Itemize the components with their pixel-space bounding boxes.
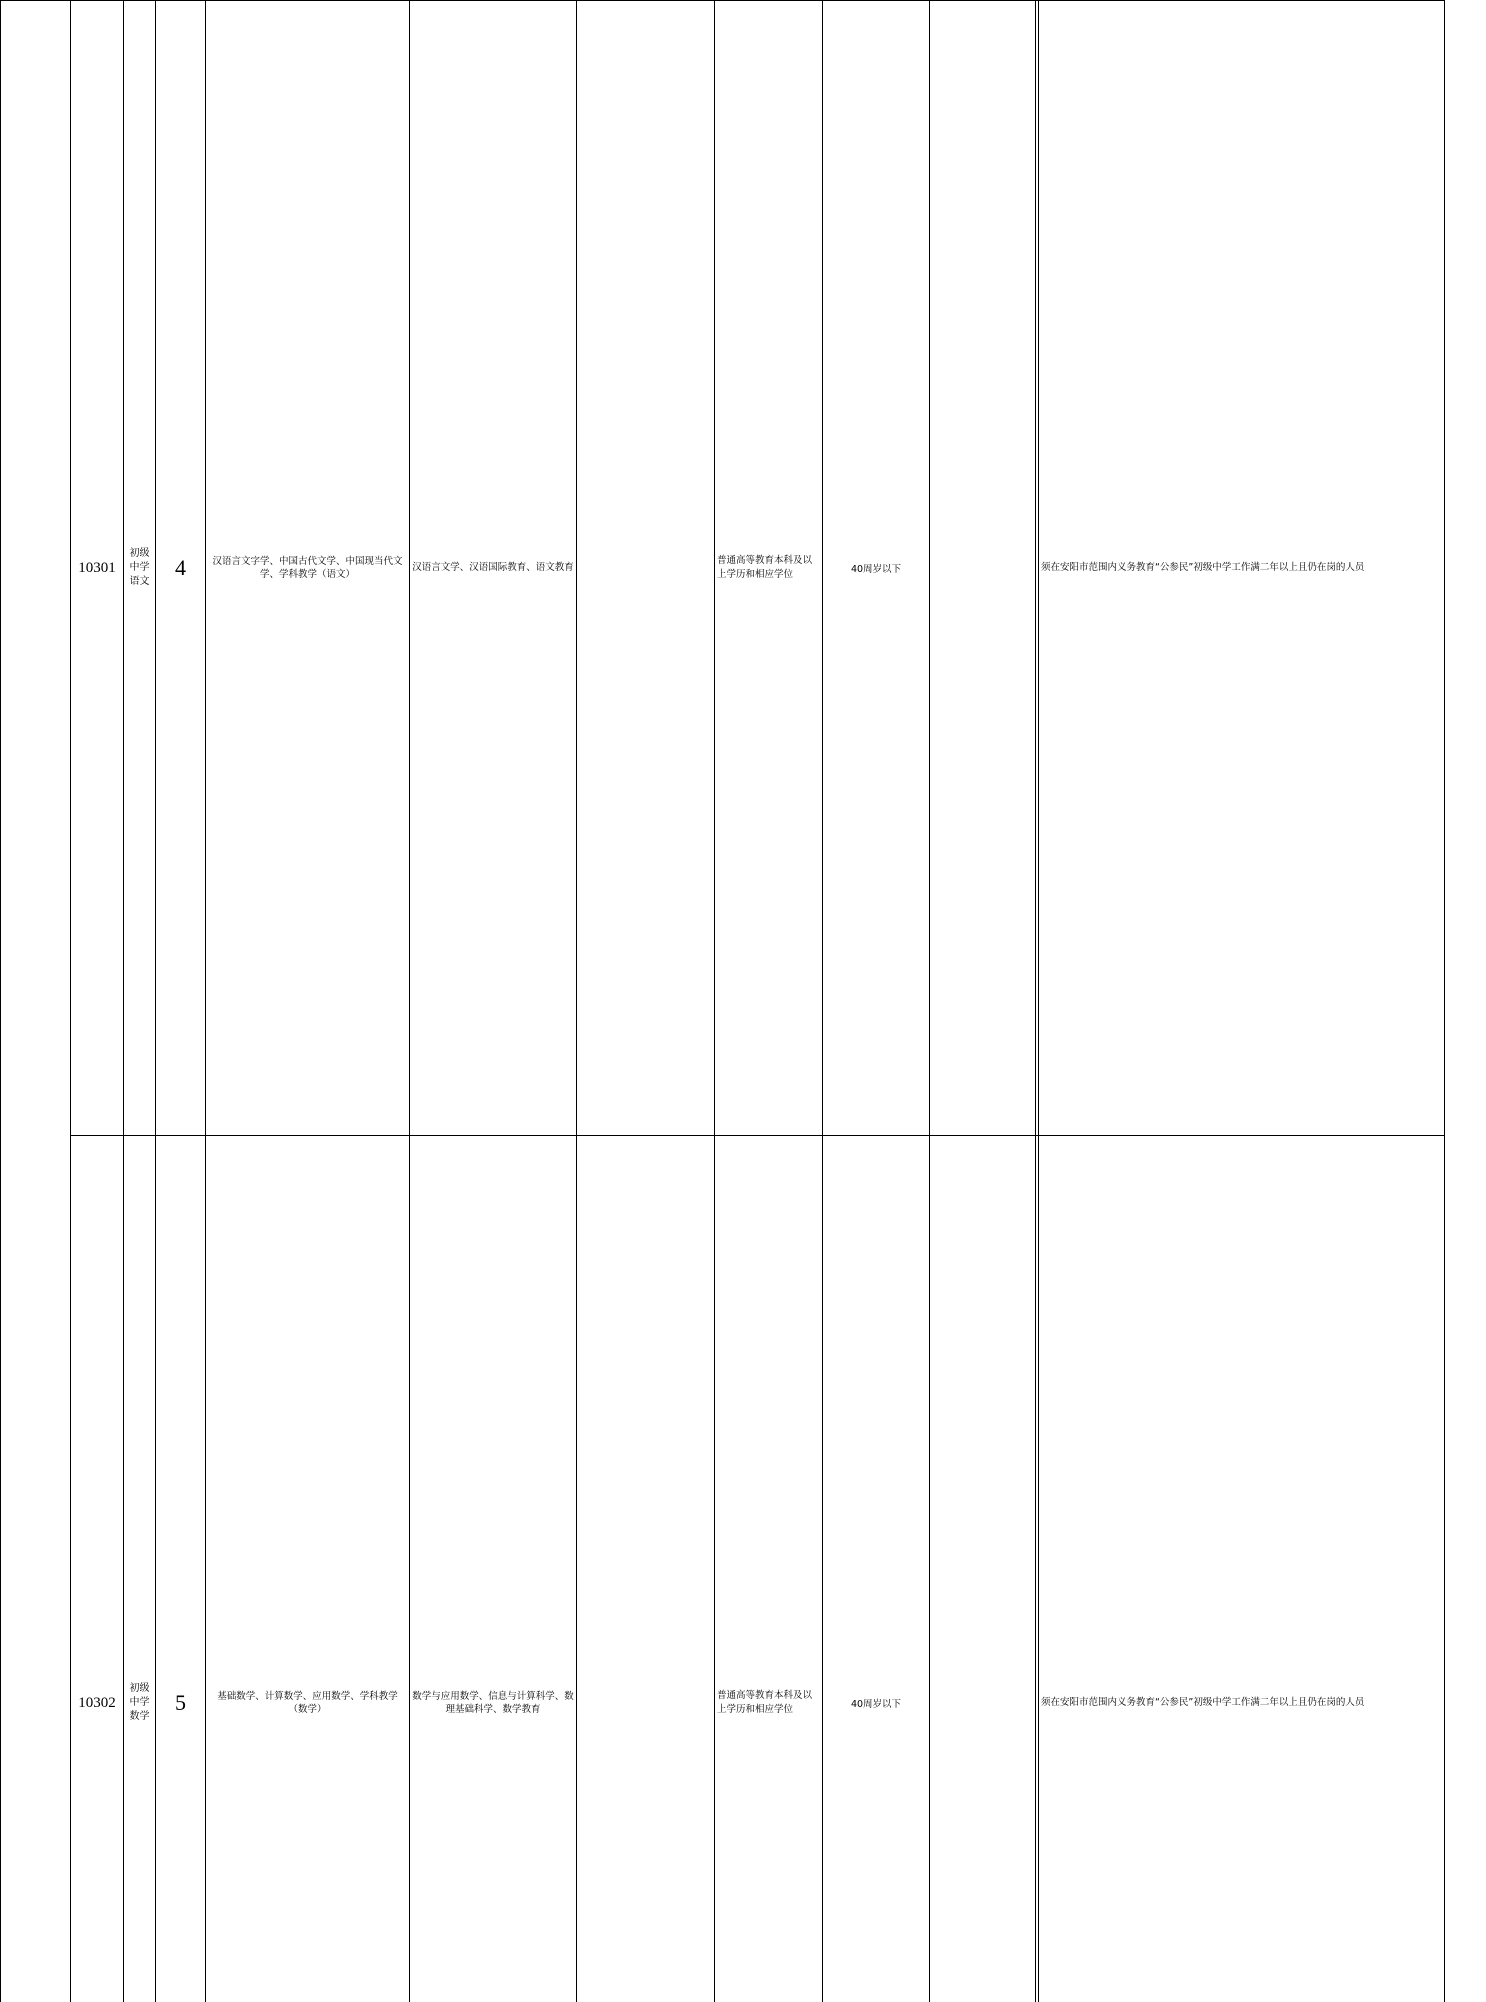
narrow-cell [930,1136,1036,2002]
table-row [1,1,1486,1136]
grad-major-cell: 数学与应用数学、信息与计算科学、数理基础科学、数学教育 [410,1136,577,2002]
narrow-cell [930,1,1036,1136]
post-name-cell: 初级中学语文 [124,1,156,1136]
hire-count-cell: 5 [156,1136,206,2002]
age-cell: 40周岁以下 [823,1,930,1136]
post-name-cell: 初级中学数学 [124,1136,156,2002]
empty-cell [577,1,715,1136]
education-cell: 普通高等教育本科及以上学历和相应学位 [715,1,823,1136]
table-row [1,1136,1486,2002]
other-requirement-cell: 须在安阳市范围内义务教育“公参民”初级中学工作满二年以上且仍在岗的人员 [1039,1136,1445,2002]
table-body [1,1,1486,2002]
undergrad-major-cell: 基础数学、计算数学、应用数学、学科教学（数学） [206,1136,410,2002]
empty-cell [577,1136,715,2002]
hire-count-cell: 4 [156,1,206,1136]
post-code-cell: 10302 [71,1136,124,2002]
school-name-cell [1,1,71,2002]
age-cell: 40周岁以下 [823,1136,930,2002]
undergrad-major-cell: 汉语言文字学、中国古代文学、中国现当代文学、学科教学（语文） [206,1,410,1136]
grad-major-cell: 汉语言文学、汉语国际教育、语文教育 [410,1,577,1136]
post-code-cell: 10301 [71,1,124,1136]
other-requirement-cell: 须在安阳市范围内义务教育“公参民”初级中学工作满二年以上且仍在岗的人员 [1039,1,1445,1136]
education-cell: 普通高等教育本科及以上学历和相应学位 [715,1136,823,2002]
